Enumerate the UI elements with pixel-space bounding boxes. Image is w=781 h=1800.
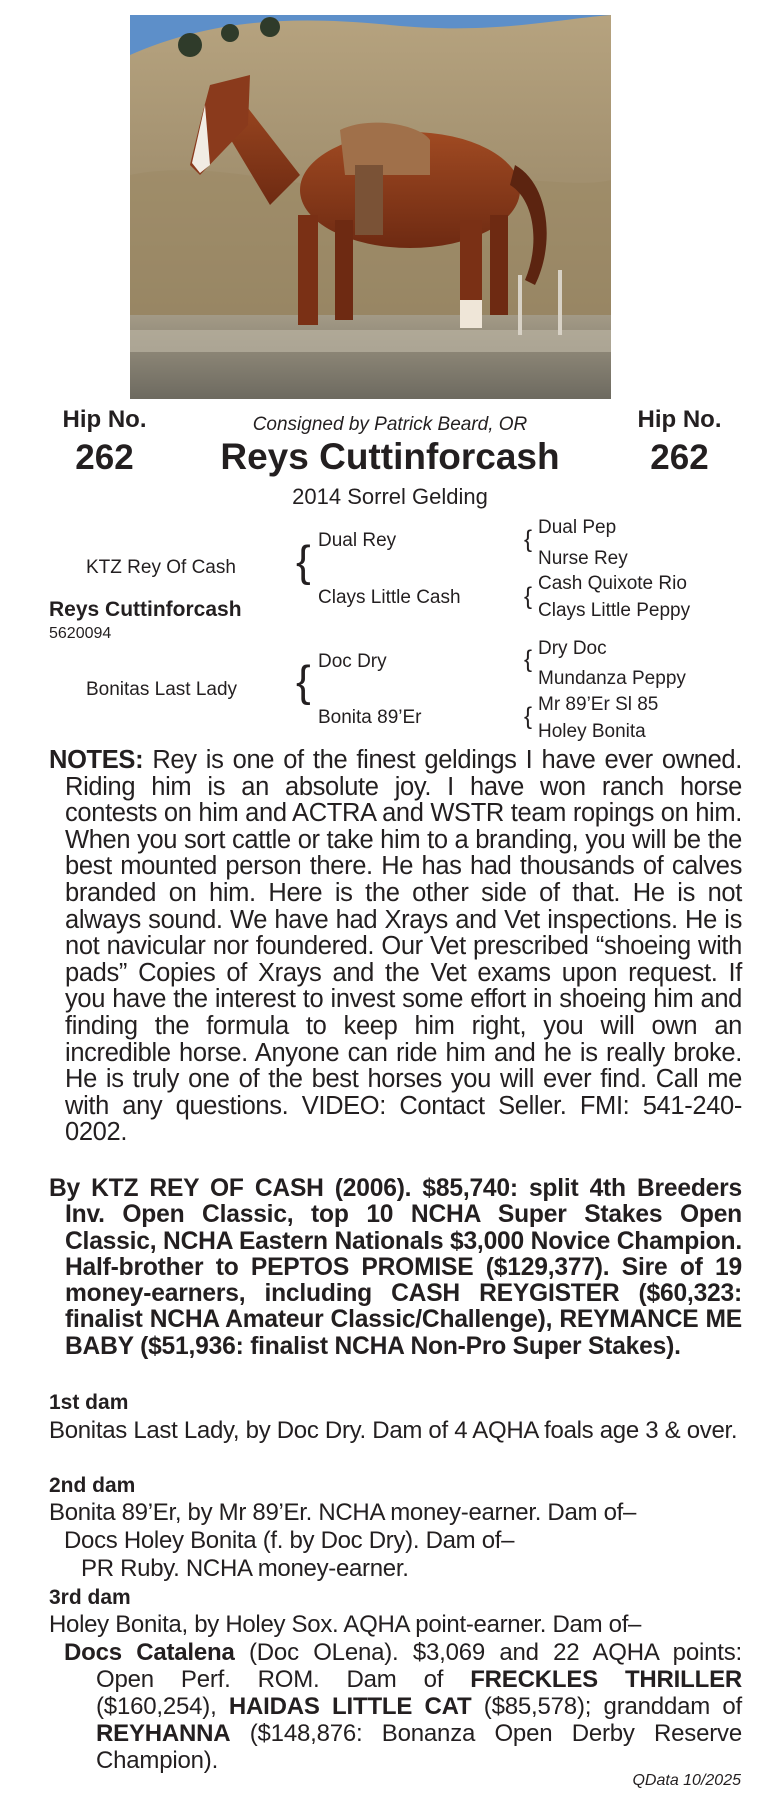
third-dam-heading: 3rd dam	[49, 1586, 131, 1609]
pedigree-sire-dam: Clays Little Cash	[318, 587, 461, 608]
horse-photo	[130, 15, 611, 399]
pedigree-sire-sire-dam: Nurse Rey	[538, 548, 628, 569]
second-dam-text: Bonita 89’Er, by Mr 89’Er. NCHA money-earner. Dam of–	[49, 1499, 637, 1526]
pedigree-sire-sire: Dual Rey	[318, 530, 397, 551]
source-footer: QData 10/2025	[632, 1772, 741, 1789]
pedigree-sire: KTZ Rey Of Cash	[86, 557, 236, 578]
pedigree-dam-dam-sire: Mr 89’Er Sl 85	[538, 694, 659, 715]
pedigree-brace: {	[524, 526, 533, 553]
pedigree-dam-sire-sire: Dry Doc	[538, 638, 607, 659]
progeny-text: ($85,578); granddam of	[471, 1693, 742, 1720]
third-dam-progeny	[64, 1639, 742, 1774]
first-dam-text: Bonitas Last Lady, by Doc Dry. Dam of 4 AQHA foals age 3 & over.	[49, 1417, 738, 1444]
pedigree-brace: {	[524, 646, 533, 673]
progeny-offspring: FRECKLES THRILLER	[470, 1666, 743, 1693]
pedigree-dam-dam: Bonita 89’Er	[318, 707, 422, 728]
second-dam-heading: 2nd dam	[49, 1474, 136, 1497]
pedigree-dam-sire-dam: Mundanza Peppy	[538, 668, 686, 689]
notes	[49, 747, 742, 1146]
notes-text: Rey is one of the finest geldings I have ever owned. Riding him is an absolute joy. I have won ranch horse contests on him and ACTRA and WSTR team ropings on him. When you sort cattle or take him to a branding, you will be the best mounted person there. He has had thousands of calves branded on him. Here is the other side of that. He is not always sound. We have had Xrays and Vet inspections. He is not navicular nor foundered. Our Vet prescribed “shoeing with pads” Copies of Xrays and the Vet exams upon request. If you have the interest to invest some effort in shoeing him and finding the formula to keep him right, you will own an incredible horse. Anyone can ride him and he is really broke. He is truly one of the best horses you will ever find. Call me with any questions. VIDEO: Contact Seller. FMI: 541-240-0202.	[65, 746, 742, 1147]
progeny-name: Docs Catalena	[64, 1639, 235, 1666]
pedigree-subject: Reys Cuttinforcash	[49, 598, 242, 621]
hip-number-left: 262	[75, 438, 134, 477]
horse-name: Reys Cuttinforcash	[220, 436, 560, 477]
progeny-offspring: HAIDAS LITTLE CAT	[228, 1693, 472, 1720]
second-dam-progeny-1: Docs Holey Bonita (f. by Doc Dry). Dam of–	[64, 1527, 515, 1554]
pedigree-registration: 5620094	[49, 625, 112, 642]
hip-number-right: 262	[650, 438, 709, 477]
sire-record: By KTZ REY OF CASH (2006). $85,740: split 4th Breeders Inv. Open Classic, top 10 NCHA Super Stakes Open Classic, NCHA Eastern Nationals $3,000 Novice Champion. Half-brother to PEPTOS PROMISE ($129,377). Sire of 19 money-earners, including CASH REYGISTER ($60,323: finalist NCHA Amateur Classic/Challenge), REYMANCE ME BABY ($51,936: finalist NCHA Non-Pro Super Stakes).	[49, 1175, 742, 1360]
pedigree-brace: {	[296, 537, 311, 586]
progeny-text: ($148,876: Bonanza Open Derby Reserve Champion).	[96, 1720, 742, 1774]
horse-description: 2014 Sorrel Gelding	[292, 484, 488, 509]
progeny-text: (Doc OLena). $3,069 and 22 AQHA points: Open Perf. ROM. Dam of	[96, 1639, 742, 1693]
notes-label: NOTES:	[49, 746, 144, 774]
pedigree-dam: Bonitas Last Lady	[86, 679, 238, 700]
progeny-text: ($160,254),	[96, 1693, 229, 1720]
pedigree-dam-sire: Doc Dry	[318, 651, 387, 672]
hip-label-left: Hip No.	[62, 406, 147, 433]
pedigree-sire-dam-dam: Clays Little Peppy	[538, 600, 691, 621]
pedigree-brace: {	[524, 703, 533, 730]
progeny-grandoffspring: REYHANNA	[96, 1720, 231, 1747]
pedigree-sire-dam-sire: Cash Quixote Rio	[538, 573, 687, 594]
pedigree-brace: {	[296, 657, 311, 706]
pedigree-sire-sire-sire: Dual Pep	[538, 517, 617, 538]
first-dam-heading: 1st dam	[49, 1391, 129, 1414]
consignor: Consigned by Patrick Beard, OR	[252, 414, 528, 435]
hip-label-right: Hip No.	[637, 406, 722, 433]
second-dam-progeny-2: PR Ruby. NCHA money-earner.	[81, 1555, 409, 1582]
pedigree-brace: {	[524, 583, 533, 610]
pedigree-dam-dam-dam: Holey Bonita	[538, 721, 646, 742]
third-dam-text: Holey Bonita, by Holey Sox. AQHA point-earner. Dam of–	[49, 1611, 642, 1638]
